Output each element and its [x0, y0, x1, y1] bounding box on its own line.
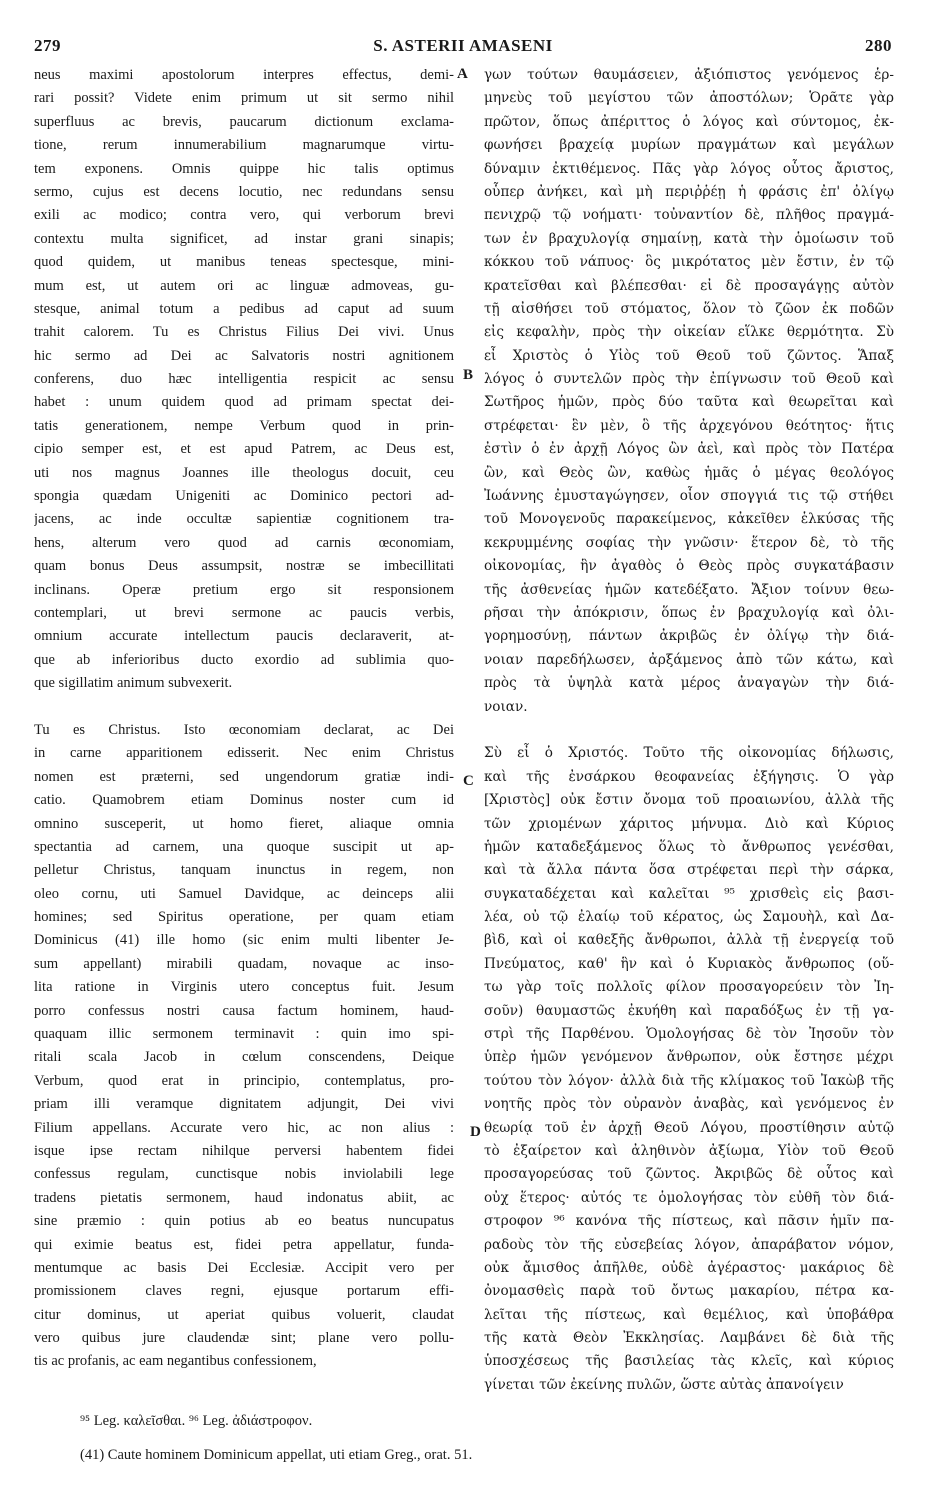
latin-text-line: contemplari, ut brevi sermone ac paucis verbis,	[34, 604, 454, 621]
latin-text-line: Dominicus (41) ille homo (sic enim multi libenter Je-	[34, 932, 454, 949]
page-header	[34, 36, 892, 60]
latin-text-line: uti nos magnus Joannes ille theologus docuit, ceu	[34, 464, 454, 481]
greek-text-line: λόγος ὁ συντελῶν πρὸς τὴν ἐπίγνωσιν τοῦ Θεοῦ καὶ	[484, 371, 894, 388]
greek-text-line: φωνήσει βραχείᾳ μυρίων πραγμάτων καὶ μεγάλων	[484, 137, 894, 154]
margin-marker-b: B	[463, 367, 474, 383]
greek-text-line: τούτου τὸν λόγον· ἀλλὰ διὰ τῆς κλίμακος τοῦ Ἰακὼβ τῆς	[484, 1072, 894, 1089]
latin-text-line: vero quibus jure claudendæ sint; plane vero pollu-	[34, 1330, 454, 1347]
greek-text-line: κεκρυμμένης σοφίας τὴν γνῶσιν· ἕτερον δὲ, τὸ τῆς	[484, 534, 894, 551]
greek-text-line: Σωτῆρος ἡμῶν, πρὸς δύο ταῦτα καὶ θεωρεῖται καὶ	[484, 394, 894, 411]
latin-text-line: quaquam illic sermonem terminavit : quin imo spi-	[34, 1026, 454, 1043]
latin-text-line: Verbum, quod erat in principio, contemplatus, pro-	[34, 1072, 454, 1089]
latin-text-line: omnino susceperit, ut homo fieret, aliaque omnia	[34, 815, 454, 832]
greek-text-line: θεωρίᾳ τοῦ ἐν ἀρχῇ Θεοῦ Λόγου, προστίθησιν αὐτῷ	[484, 1119, 894, 1136]
latin-text-line: cipio semper est, et est apud Patrem, ac Deus est,	[34, 441, 454, 458]
greek-text-line: Ἰωάννης ἐμυσταγώγησεν, οἷον σπογγιά τις τῷ στήθει	[484, 488, 894, 505]
greek-text-line: γων τούτων θαυμάσειεν, ἀξιόπιστος γενόμενος ἑρ-	[484, 67, 894, 83]
latin-text-line: tis ac profanis, ac eam negantibus confessionem,	[34, 1353, 317, 1370]
greek-text-line: κόκκου τοῦ νάπυος· ὃς μικρότατος μὲν ἔστιν, ἐν τῷ	[484, 254, 894, 271]
latin-text-line: inclinans. Operæ pretium ergo sit responsionem	[34, 581, 454, 598]
greek-text-line: ὑπὲρ ἡμῶν γενόμενον ἄνθρωπον, οὐκ ἔστησε μέχρι	[484, 1049, 894, 1066]
latin-text-line: neus maximi apostolorum interpres effectus, demi-	[34, 67, 454, 83]
latin-text-line: exili ac modico; contra vero, qui verborum brevi	[34, 207, 454, 224]
latin-text-line: pelletur Christus, tanquam inunctus in regem, non	[34, 862, 454, 879]
greek-text-line: πενιχρῷ τῷ νοήματι· τοὐναντίον δὲ, πλῆθος πραγμά-	[484, 207, 894, 224]
greek-text-line: τὸ ἐξαίρετον καὶ ἀληθινὸν ἀξίωμα, Υἱὸν τοῦ Θεοῦ	[484, 1142, 894, 1159]
margin-marker-c: C	[463, 773, 474, 789]
greek-text-line: σοῦν) θαυμαστῶς ἐκυήθη καὶ παραδόξως ἐν τῇ γα-	[484, 1002, 894, 1019]
greek-text-line: πρὸς τὰ ὑψηλὰ κατὰ μέρος ἀναγαγὼν τὴν διά-	[484, 675, 894, 692]
latin-text-line: sine præmio : quin potius ab eo beatus nuncupatus	[34, 1213, 454, 1230]
greek-text-line: λεῖται τῆς πίστεως, καὶ θεμέλιος, καὶ ὑποβάθρα	[484, 1306, 894, 1323]
latin-text-line: superfluus ac brevis, paucarum dictionum exclama-	[34, 113, 454, 130]
latin-text-line: que ab inferioribus ducto exordio ad sublimia quo-	[34, 651, 454, 668]
footnote-greek-readings: ⁹⁵ Leg. καλεῖσθαι. ⁹⁶ Leg. ἀδιάστροφον.	[80, 1413, 313, 1429]
greek-text-line: τω γὰρ τοῖς πολλοῖς φίλον προσαγορεύειν τὸν Ἰη-	[484, 979, 894, 996]
latin-text-line: sermo, cujus est decens locutio, nec redundans sensu	[34, 183, 454, 200]
latin-text-line: hic sermo ad Dei ac Salvatoris nostri agnitionem	[34, 347, 454, 364]
latin-text-line: quam bonus Deus assumpsit, nostræ se imbecillitati	[34, 558, 454, 575]
latin-text-line: que sigillatim animum subvexerit.	[34, 675, 233, 692]
latin-text-line: omnium accurate intellectum paucis declaraverit, at-	[34, 628, 454, 645]
greek-text-line: τῆς κατὰ Θεὸν Ἐκκλησίας. Λαμβάνει δὲ διὰ τῆς	[484, 1330, 894, 1347]
greek-text-line: ρῆσαι τὴν ἀπόκρισιν, ὅπως ἐν βραχυλογίᾳ καὶ ὀλι-	[484, 604, 894, 621]
greek-text-line: λέα, οὐ τῷ ἐλαίῳ τοῦ κέρατος, ὡς Σαμουὴλ, καὶ Δα-	[484, 909, 894, 926]
greek-text-line: στροφον ⁹⁶ κανόνα τῆς πίστεως, καὶ πᾶσιν ἡμῖν πα-	[484, 1213, 894, 1230]
greek-text-line: ραδοὺς τὸν τῆς εὐσεβείας λόγον, ἀπαράβατον νόμον,	[484, 1236, 894, 1253]
greek-text-line: οὗπερ ἀνήκει, καὶ μὴ περιῤῥέῃ ἡ φράσις ἐπ' ὀλίγῳ	[484, 183, 894, 200]
latin-text-line: tatis generationem, nempe Verbum quod in prin-	[34, 417, 454, 434]
latin-text-line: qui eximie beatus est, fidei petra appellatur, funda-	[34, 1236, 454, 1253]
latin-text-line: stesque, animal totum a pedibus ad caput ad suum	[34, 300, 454, 317]
greek-text-line: ὑποσχέσεως τῆς βασιλείας τὰς κλεῖς, καὶ κύριος	[484, 1353, 894, 1370]
margin-marker-a: A	[457, 66, 468, 82]
greek-text-line: νοιαν παρεδήλωσεν, ἀρξάμενος ἀπὸ τῶν κάτω, καὶ	[484, 651, 894, 668]
greek-text-line: μηνεὺς τοῦ μεγίστου τῶν ἀποστόλων; Ὁρᾶτε γὰρ	[484, 90, 894, 107]
greek-text-line: Σὺ εἶ ὁ Χριστός. Τοῦτο τῆς οἰκονομίας δήλωσις,	[484, 745, 894, 762]
greek-text-line: οὐκ ἄμισθος ἀπῆλθε, οὐδὲ ἀγέραστος· μακάριος δὲ	[484, 1259, 894, 1276]
latin-text-line: jacens, ac inde occultæ sapientiæ cognitionem tra-	[34, 511, 454, 528]
latin-text-line: trahit calorem. Tu es Christus Filius Dei vivi. Unus	[34, 324, 454, 341]
greek-text-line: οἰκονομίας, ἣν ἀγαθὸς ὁ Θεὸς πρὸς συγκατάβασιν	[484, 558, 894, 575]
greek-text-line: ὀνομασθεὶς παρὰ τοῦ ὄντως μακαρίου, πέτρα κα-	[484, 1283, 894, 1300]
greek-text-line: [Χριστὸς] οὐκ ἔστιν ὄνομα τοῦ προαιωνίου, ἀλλὰ τῆς	[484, 792, 894, 809]
latin-text-line: mum est, ut autem ori ac linguæ admoveas, gu-	[34, 277, 454, 294]
greek-text-line: στρέφεται· ἓν μὲν, ὃ τῆς ἀρχεγόνου θεότητος· ἥτις	[484, 417, 894, 434]
greek-text-line: τοῦ Μονογενοῦς παρακείμενος, κἀκεῖθεν ἑλκύσας τῆς	[484, 511, 894, 528]
latin-text-line: in carne apparitionem edisserit. Nec enim Christus	[34, 745, 454, 762]
greek-text-line: γορημοσύνῃ, πάντων ἀκριβῶς ἐν ὀλίγῳ τὴν διά-	[484, 628, 894, 645]
latin-text-line: conferens, duo hæc intelligentia respicit ac sensu	[34, 371, 454, 388]
latin-text-line: promissionem claves regni, ejusque portarum effi-	[34, 1283, 454, 1300]
greek-text-line: τῆς ἀσθενείας ἡμῶν κατεδέξατο. Ἄξιον τοίνυν θεω-	[484, 581, 894, 598]
latin-text-line	[34, 696, 454, 719]
greek-text-line: βὶδ, καὶ οἱ καθεξῆς ἄνθρωποι, ἀλλὰ τῇ ἐνεργείᾳ τοῦ	[484, 932, 894, 949]
latin-text-line: habet : unum quidem quod ad primam spectat dei-	[34, 394, 454, 411]
latin-text-line: confessus regulam, cunctisque nobis inviolabili lege	[34, 1166, 454, 1183]
latin-text-line: tem exponens. Omnis quippe hic talis optimus	[34, 160, 454, 177]
latin-text-line: tione, rerum innumerabilium magnarumque virtu-	[34, 137, 454, 154]
margin-marker-d: D	[470, 1124, 481, 1140]
greek-text-line: πρῶτον, ὅπως ἀπέριττος ὁ λόγος καὶ σύντομος, ἐκ-	[484, 113, 894, 130]
greek-text-line: των ἐν βραχυλογίᾳ σημαίνῃ, κατὰ τὴν ὁμοίωσιν τοῦ	[484, 230, 894, 247]
greek-text-line: γίνεται τῶν ἐκείνης πυλῶν, ὥστε αὐτὰς ἀπανοίγειν	[484, 1376, 844, 1393]
greek-text-line: εἰς κεφαλὴν, πρὸς τὴν οἰκείαν εἵλκε θερμότητα. Σὺ	[484, 324, 894, 341]
greek-text-line: νοιαν.	[484, 698, 528, 715]
latin-text-line: lita ratione in Virginis utero conceptus fuit. Jesum	[34, 979, 454, 996]
latin-text-line: hens, alterum vero quod ad carnis œconomiam,	[34, 534, 454, 551]
latin-text-line: porro confessus nostri causa factum hominem, haud-	[34, 1002, 454, 1019]
latin-text-line: Tu es Christus. Isto œconomiam declarat, ac Dei	[34, 721, 454, 738]
page-number-right: 280	[865, 36, 892, 55]
latin-text-line: Filium appellans. Accurate vero hic, ac non alius :	[34, 1119, 454, 1136]
latin-text-line: ritali scala Jacob in cœlum conscendens, Deique	[34, 1049, 454, 1066]
greek-text-line: τῇ αἰσθήσει τοῦ στόματος, ὅλον τὸ ζῶον ἐκ ποδῶν	[484, 300, 894, 317]
greek-text-line: καὶ τὰ ἄλλα πάντα ὅσα στρέφεται περὶ τὴν σάρκα,	[484, 862, 894, 879]
greek-text-line: συγκαταδέχεται καὶ καλεῖται ⁹⁵ χρισθεὶς εἰς βασι-	[484, 885, 894, 902]
greek-text-line: ὢν, καὶ Θεὸς ὢν, καθὼς ἡμᾶς ὁ μέγας θεολόγος	[484, 464, 894, 481]
running-title: S. ASTERII AMASENI	[373, 36, 553, 55]
latin-text-line: oleo cornu, uti Samuel Davidque, ac deinceps alii	[34, 885, 454, 902]
greek-text-line: τῶν χριομένων χάριτος μήνυμα. Διὸ καὶ Κύριος	[484, 815, 894, 832]
latin-text-line: citur dominus, ut aperiat quibus voluerit, claudat	[34, 1306, 454, 1323]
latin-text-line: catio. Quamobrem etiam Dominus noster cum id	[34, 792, 454, 809]
greek-text-line: προσαγορεύσας τοῦ ζῶντος. Ἀκριβῶς δὲ οὗτος καὶ	[484, 1166, 894, 1183]
latin-text-line: priam illi veramque dignitatem adjungit, Dei vivi	[34, 1096, 454, 1113]
latin-text-line: contextu multa significet, ad instar grani sinapis;	[34, 230, 454, 247]
greek-text-line: ἡμῶν καταδεξάμενος ὅλως τὸ ἄνθρωπος γενέσθαι,	[484, 838, 894, 855]
greek-column	[484, 64, 894, 1397]
latin-column	[34, 64, 454, 1374]
latin-text-line: sum appellant) mirabili quadam, novaque ac inso-	[34, 955, 454, 972]
greek-text-line: νοητῆς πρὸς τὸν οὐρανὸν ἀναβὰς, καὶ γενόμενος ἐν	[484, 1096, 894, 1113]
page-number-left: 279	[34, 36, 61, 55]
greek-text-line	[484, 719, 894, 742]
greek-text-line: ἐστὶν ὁ ἐν ἀρχῇ Λόγος ὢν ἀεὶ, καὶ πρὸς τὸν Πατέρα	[484, 441, 894, 458]
latin-text-line: tradens pietatis sermonem, haud indonatus abiit, ac	[34, 1189, 454, 1206]
greek-text-line: καὶ τῆς ἐνσάρκου θεοφανείας ἐξήγησις. Ὁ γὰρ	[484, 768, 894, 785]
latin-text-line: homines; sed Spiritus operatione, per quam etiam	[34, 909, 454, 926]
latin-text-line: rari possit? Videte enim primum ut sit sermo nihil	[34, 90, 454, 107]
greek-text-line: στρὶ τῆς Παρθένου. Ὁμολογήσας δὲ τὸν Ἰησοῦν τὸν	[484, 1026, 894, 1043]
latin-text-line: quod quidem, ut manibus teneas spectesque, mini-	[34, 254, 454, 271]
greek-text-line: Πνεύματος, καθ' ἣν καὶ ὁ Κυριακὸς ἄνθρωπος (οὕ-	[484, 955, 894, 972]
latin-text-line: isque ipse rectam nihilque perversi habentem fidei	[34, 1142, 454, 1159]
latin-text-line: spongia quædam Unigeniti ac Dominico pectori ad-	[34, 488, 454, 505]
greek-text-line: δύναμιν ἐκτιθέμενος. Πᾶς γὰρ λόγος οὗτος ἄριστος,	[484, 160, 894, 177]
greek-text-line: εἶ Χριστὸς ὁ Υἱὸς τοῦ Θεοῦ τοῦ ζῶντος. Ἅπαξ	[484, 347, 894, 364]
latin-text-line: mentumque ac basis Dei Ecclesiæ. Accipit vero per	[34, 1259, 454, 1276]
footnote-latin-41: (41) Caute hominem Dominicum appellat, uti etiam Greg., orat. 51.	[80, 1447, 473, 1463]
latin-text-line: spectantia ad carnem, una quoque suscipit ut ap-	[34, 838, 454, 855]
greek-text-line: κρατεῖσθαι καὶ βλέπεσθαι· εἰ δὲ προσαγάγῃς αὐτὸν	[484, 277, 894, 294]
greek-text-line: οὐχ ἕτερος· αὐτός τε ὁμολογήσας τὸν εὐθῆ τὸν διά-	[484, 1189, 894, 1206]
latin-text-line: nomen est præterni, sed ungendorum gratiæ indi-	[34, 768, 454, 785]
